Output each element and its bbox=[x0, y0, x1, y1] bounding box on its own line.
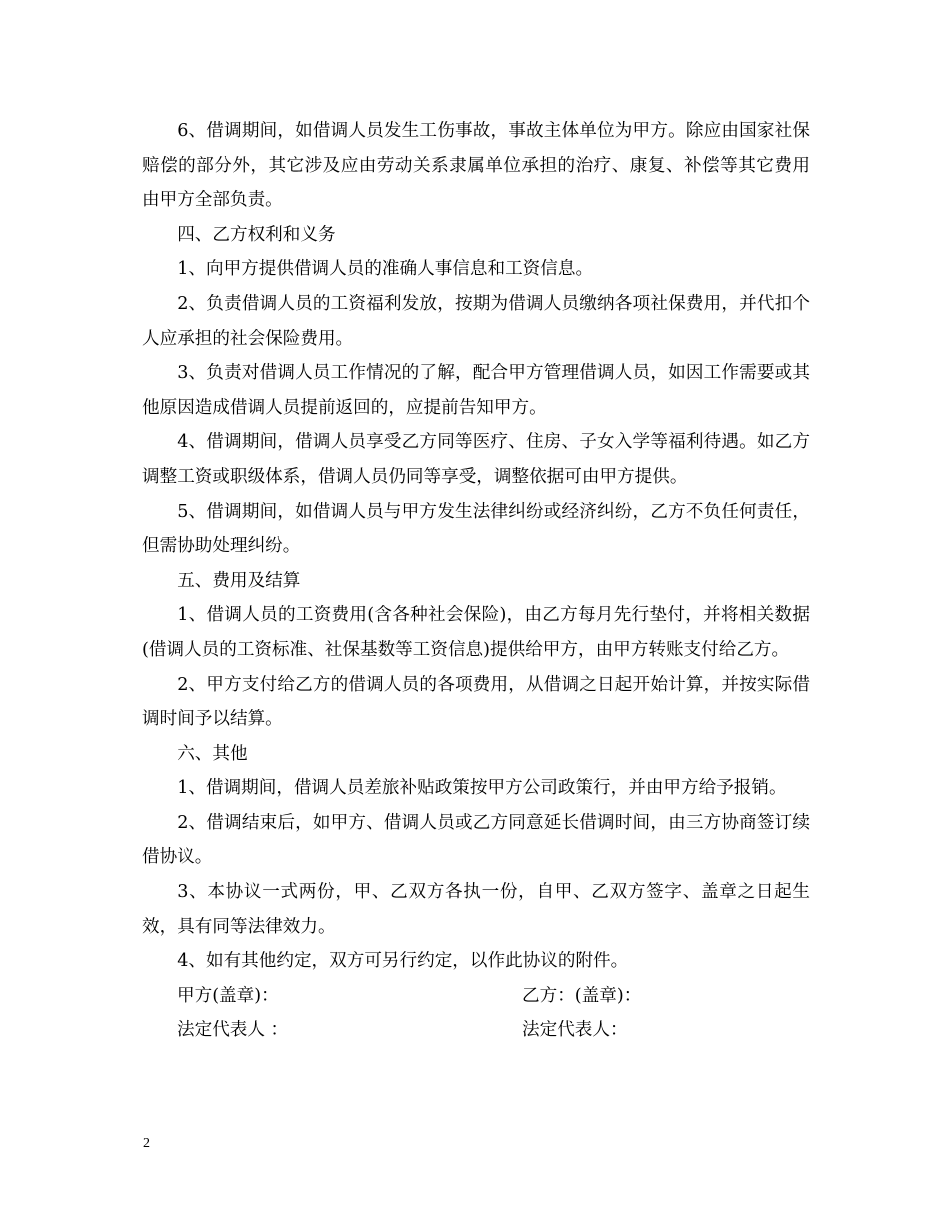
paragraph-b-clause-5: 5、借调期间，如借调人员与甲方发生法律纠纷或经济纠纷，乙方不负任何责任，但需协助处理纠纷。 bbox=[142, 501, 810, 557]
section-heading-fees: 五、费用及结算 bbox=[177, 570, 301, 591]
document-body bbox=[142, 114, 810, 1048]
paragraph-fees-clause-2: 2、甲方支付给乙方的借调人员的各项费用，从借调之日起开始计算，并按实际借调时间予以结算。 bbox=[142, 674, 810, 730]
section-heading-party-b-rights: 四、乙方权利和义务 bbox=[177, 224, 336, 245]
paragraph-b-clause-4: 4、借调期间，借调人员享受乙方同等医疗、住房、子女入学等福利待遇。如乙方调整工资或职级体系，借调人员仍同等享受，调整依据可由甲方提供。 bbox=[142, 432, 810, 487]
party-b-representative-label: 法定代表人： bbox=[522, 1020, 628, 1041]
paragraph-other-clause-4: 4、如有其他约定，双方可另行约定，以作此协议的附件。 bbox=[177, 951, 629, 972]
page-number: 2 bbox=[143, 1136, 150, 1151]
party-b-seal-label: 乙方：(盖章)： bbox=[522, 985, 642, 1006]
party-a-seal-label: 甲方(盖章)： bbox=[177, 985, 279, 1006]
paragraph-b-clause-2: 2、负责借调人员的工资福利发放，按期为借调人员缴纳各项社保费用，并代扣个人应承担的社会保险费用。 bbox=[142, 293, 810, 349]
paragraph-fees-clause-1: 1、借调人员的工资费用(含各种社会保险)，由乙方每月先行垫付，并将相关数据(借调人员的工资标准、社保基数等工资信息)提供给甲方，由甲方转账支付给乙方。 bbox=[142, 605, 810, 660]
paragraph-b-clause-1: 1、向甲方提供借调人员的准确人事信息和工资信息。 bbox=[177, 259, 594, 280]
paragraph-other-clause-3: 3、本协议一式两份，甲、乙双方各执一份，自甲、乙双方签字、盖章之日起生效，具有同等法律效力。 bbox=[142, 882, 810, 937]
section-heading-other: 六、其他 bbox=[177, 743, 248, 764]
party-a-representative-label: 法定代表人 ： bbox=[177, 1020, 289, 1041]
paragraph-b-clause-3: 3、负责对借调人员工作情况的了解，配合甲方管理借调人员，如因工作需要或其他原因造成借调人员提前返回的，应提前告知甲方。 bbox=[142, 363, 810, 418]
signature-row-seal bbox=[142, 979, 810, 1014]
paragraph-other-clause-2: 2、借调结束后，如甲方、借调人员或乙方同意延长借调时间，由三方协商签订续借协议。 bbox=[142, 812, 810, 868]
paragraph-other-clause-1: 1、借调期间，借调人员差旅补贴政策按甲方公司政策行，并由甲方给予报销。 bbox=[177, 778, 787, 799]
paragraph-clause-6-injury: 6、借调期间，如借调人员发生工伤事故，事故主体单位为甲方。除应由国家社保赔偿的部分外，其它涉及应由劳动关系隶属单位承担的治疗、康复、补偿等其它费用由甲方全部负责。 bbox=[142, 121, 810, 211]
signature-row-representative bbox=[142, 1013, 810, 1048]
